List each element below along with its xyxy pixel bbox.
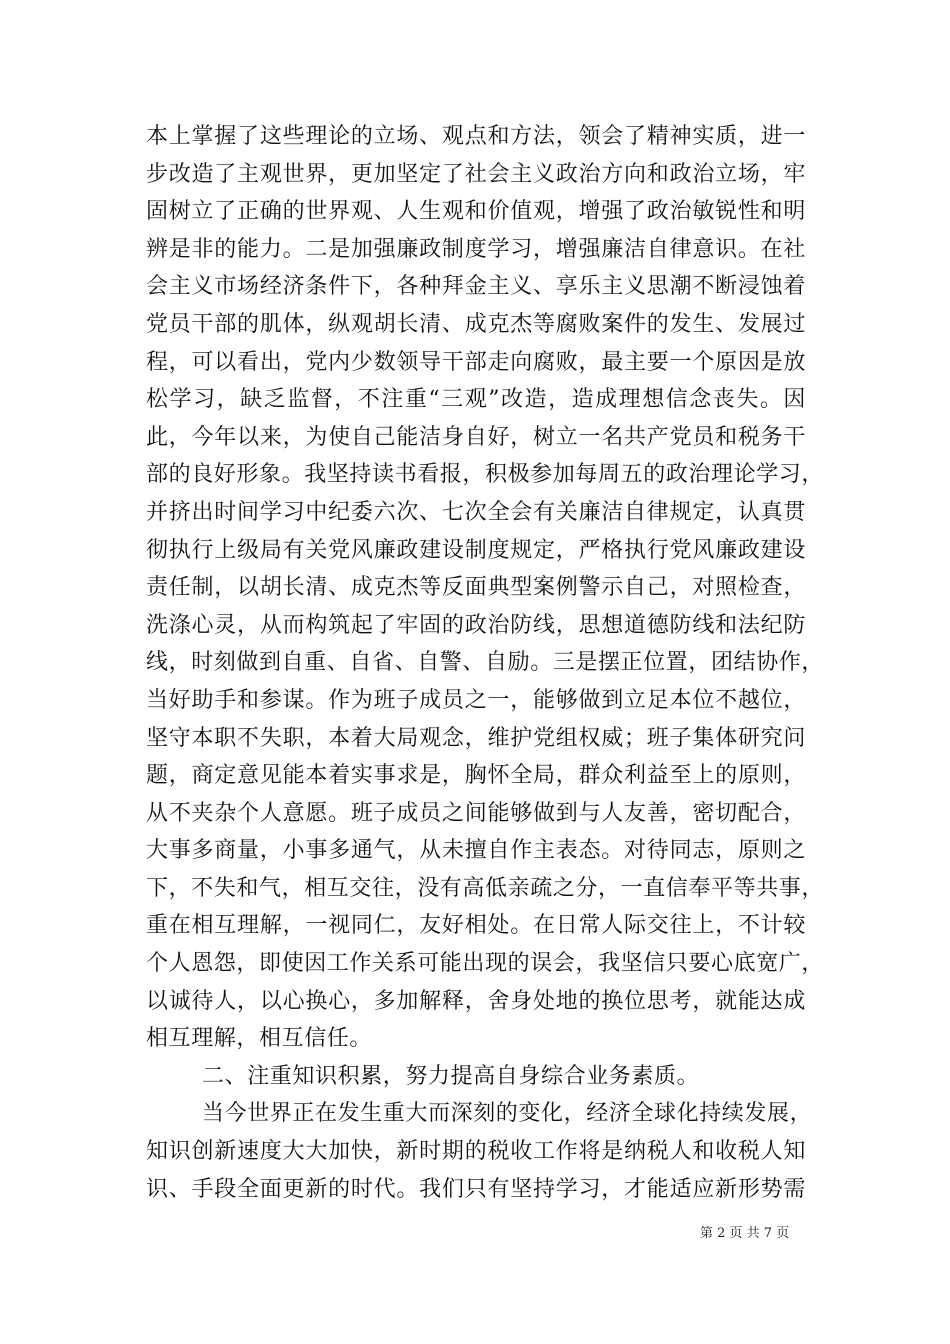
paragraph-1-line: 线，时刻做到自重、自省、自警、自励。三是摆正位置，团结协作， bbox=[146, 650, 825, 676]
paragraph-1-line: 固树立了正确的世界观、人生观和价值观，增强了政治敏锐性和明 bbox=[146, 199, 806, 225]
paragraph-1-line: 辨是非的能力。二是加强廉政制度学习，增强廉洁自律意识。在社 bbox=[146, 236, 806, 262]
paragraph-1-line: 下，不失和气，相互交往，没有高低亲疏之分，一直信奉平等共事， bbox=[146, 875, 825, 901]
paragraph-1-line: 责任制，以胡长清、成克杰等反面典型案例警示自己，对照检查， bbox=[146, 575, 806, 601]
paragraph-1-line: 步改造了主观世界，更加坚定了社会主义政治方向和政治立场，牢 bbox=[146, 161, 806, 187]
paragraph-1-line: 会主义市场经济条件下，各种拜金主义、享乐主义思潮不断浸蚀着 bbox=[146, 274, 806, 300]
paragraph-1-line: 本上掌握了这些理论的立场、观点和方法，领会了精神实质，进一 bbox=[146, 124, 806, 149]
paragraph-1-line: 洗涤心灵，从而构筑起了牢固的政治防线，思想道德防线和法纪防 bbox=[146, 612, 806, 638]
paragraph-1-line: 相互理解，相互信任。 bbox=[146, 1026, 373, 1052]
section-heading: 二、注重知识积累，努力提高自身综合业务素质。 bbox=[202, 1063, 700, 1089]
paragraph-1-line: 松学习，缺乏监督，不注重“三观”改造，造成理想信念丧失。因 bbox=[146, 387, 806, 413]
paragraph-1-line: 个人恩怨，即使因工作关系可能出现的误会，我坚信只要心底宽广， bbox=[146, 951, 825, 977]
paragraph-1-line: 此，今年以来，为使自己能洁身自好，树立一名共产党员和税务干 bbox=[146, 424, 806, 450]
paragraph-1-line: 程，可以看出，党内少数领导干部走向腐败，最主要一个原因是放 bbox=[146, 349, 806, 375]
paragraph-2-line: 知识创新速度大大加快，新时期的税收工作将是纳税人和收税人知 bbox=[146, 1139, 806, 1165]
body-text bbox=[146, 118, 825, 1208]
paragraph-1-line: 题，商定意见能本着实事求是，胸怀全局，群众利益至上的原则， bbox=[146, 763, 806, 789]
paragraph-2-line: 当今世界正在发生重大而深刻的变化，经济全球化持续发展， bbox=[202, 1101, 813, 1127]
paragraph-1-line: 大事多商量，小事多通气，从未擅自作主表态。对待同志，原则之 bbox=[146, 838, 806, 864]
paragraph-1-line: 部的良好形象。我坚持读书看报，积极参加每周五的政治理论学习， bbox=[146, 462, 825, 488]
paragraph-1-line: 坚守本职不失职，本着大局观念，维护党组权威；班子集体研究问 bbox=[146, 725, 806, 751]
paragraph-1-line: 党员干部的肌体，纵观胡长清、成克杰等腐败案件的发生、发展过 bbox=[146, 311, 806, 337]
page-number-footer: 第 2 页 共 7 页 bbox=[700, 1226, 790, 1241]
paragraph-1-line: 彻执行上级局有关党风廉政建设制度规定，严格执行党风廉政建设 bbox=[146, 537, 806, 563]
paragraph-2-line: 识、手段全面更新的时代。我们只有坚持学习，才能适应新形势需 bbox=[146, 1176, 806, 1202]
paragraph-1-line: 从不夹杂个人意愿。班子成员之间能够做到与人友善，密切配合， bbox=[146, 800, 806, 826]
paragraph-1-line: 以诚待人，以心换心，多加解释，舍身处地的换位思考，就能达成 bbox=[146, 988, 806, 1014]
paragraph-1-line: 并挤出时间学习中纪委六次、七次全会有关廉洁自律规定，认真贯 bbox=[146, 499, 806, 525]
paragraph-1-line: 重在相互理解，一视同仁，友好相处。在日常人际交往上，不计较 bbox=[146, 913, 806, 939]
paragraph-1-line: 当好助手和参谋。作为班子成员之一，能够做到立足本位不越位， bbox=[146, 687, 806, 713]
